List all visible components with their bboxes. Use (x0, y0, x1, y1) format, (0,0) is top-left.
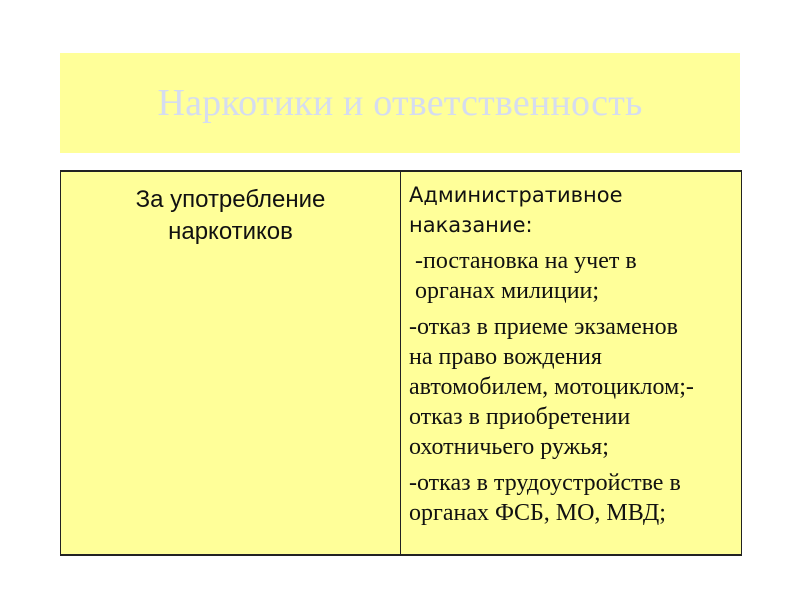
penalty-heading-line-2: наказание: (409, 213, 533, 237)
penalty-item-line: органах милиции; (415, 278, 600, 304)
offense-cell (61, 172, 401, 554)
penalty-item-registration (409, 246, 733, 306)
penalty-cell (401, 172, 741, 554)
penalty-item-refusals (409, 312, 733, 462)
penalty-item-employment (409, 468, 733, 528)
penalty-item-line: автомобилем, мотоциклом;- (409, 374, 694, 400)
penalty-item-line: органах ФСБ, МО, МВД; (409, 500, 666, 526)
penalty-item-line: охотничьего ружья; (409, 434, 609, 460)
slide-title: Наркотики и ответственность (157, 82, 643, 124)
penalty-item-line: на право вождения (409, 344, 602, 370)
penalty-heading (409, 180, 733, 240)
penalty-item-line: отказ в приобретении (409, 404, 631, 430)
penalty-table (60, 170, 742, 556)
penalty-item-line: -отказ в приеме экзаменов (409, 314, 678, 340)
penalty-item-line: -отказ в трудоустройстве в (409, 470, 681, 496)
offense-line-2: наркотиков (168, 218, 293, 245)
offense-line-1: За употребление (135, 186, 326, 213)
penalty-item-line: -постановка на учет в (415, 248, 637, 274)
penalty-heading-line-1: Административное (409, 183, 623, 207)
title-banner (60, 53, 740, 153)
